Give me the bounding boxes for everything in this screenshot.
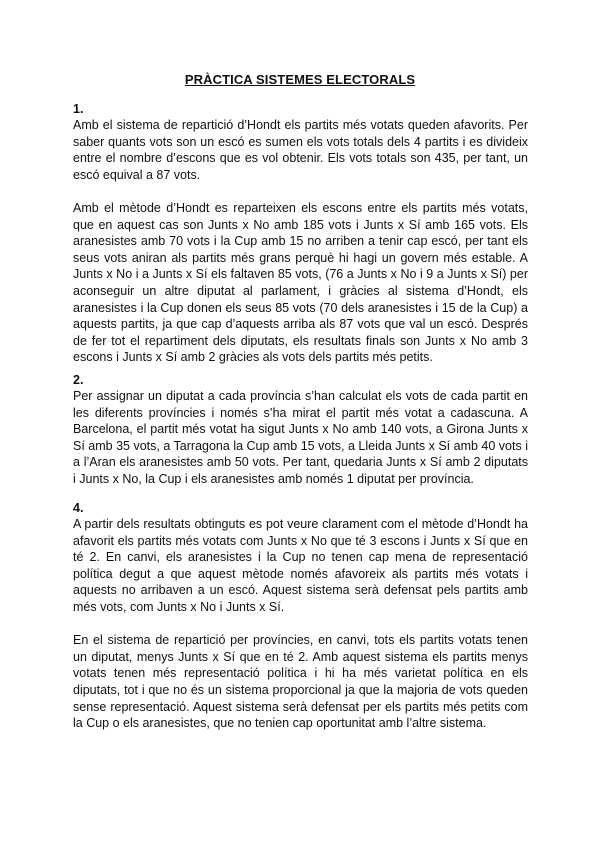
- paragraph: En el sistema de repartició per províncies, en canvi, tots els partits votats tenen un diputat, menys Junts x Sí que en té 2. Amb aquest sistema els partits menys votats tenen més representació política i hi ha més varietat política en els diputats, tot i que no és un sistema proporcional ja que la majoria de vots queden sense representació. Aquest sistema serà defensat per els partits més petits com la Cup o els aranesistes, que no tenien cap oportunitat amb l’altre sistema.: [73, 633, 528, 731]
- document-title: PRÀCTICA SISTEMES ELECTORALS: [184, 72, 416, 87]
- section-heading: 4.: [73, 501, 84, 515]
- section-2: [73, 372, 528, 488]
- paragraph: Amb el mètode d’Hondt es reparteixen els escons entre els partits més votats, que en aquest cas son Junts x No amb 185 vots i Junts x Sí amb 165 vots. Els aranesistes amb 70 vots i la Cup amb 15 no arriben a tenir cap escó, per tant els seus vots aniran als partits més grans perquè hi hagi un govern més estable. A Junts x No i a Junts x Sí els faltaven 85 vots, (76 a Junts x No i 9 a Junts x Sí) per aconseguir un altre diputat al parlament, i gràcies al sistema d’Hondt, els aranesistes i la Cup donen els seus 85 vots (70 dels aranesistes i 15 de la Cup) a aquests partits, ja que cap d’aquests arriba als 87 vots que val un escó. Després de fer tot el repartiment dels diputats, els resultats finals son Junts x No amb 3 escons i Junts x Sí amb 2 gràcies als vots dels partits més petits.: [73, 200, 528, 365]
- paragraph-gap: [73, 616, 528, 633]
- paragraph: Per assignar un diputat a cada província s’han calculat els vots de cada partit en les diferents províncies i només s’ha mirat el partit més votat a cadascuna. A Barcelona, el partit més votat ha sigut Junts x No amb 140 vots, a Girona Junts x Sí amb 35 vots, a Tarragona la Cup amb 15 vots, a Lleida Junts x Sí amb 40 vots i a l’Aran els aranesistes amb 50 vots. Per tant, quedaria Junts x Sí amb 2 diputats i Junts x No, la Cup i els aranesistes amb només 1 diputat per província.: [73, 389, 528, 486]
- section-heading: 2.: [73, 373, 84, 387]
- section-1: [73, 101, 528, 366]
- paragraph: Amb el sistema de repartició d’Hondt els partits més votats queden afavorits. Per saber quants vots son un escó es sumen els vots totals dels 4 partits i es divideix entre el nombre d’escons que es vol obtenir. Els vots totals son 435, per tant, un escó equival a 87 vots.: [73, 118, 528, 182]
- section-heading: 1.: [73, 102, 84, 116]
- section-4: [73, 500, 528, 732]
- paragraph-gap: [73, 183, 528, 200]
- paragraph: A partir dels resultats obtinguts es pot veure clarament com el mètode d’Hondt ha afavorit els partits més votats com Junts x No que té 3 escons i Junts x Sí que en té 2. En canvi, els aranesistes i la Cup no tenen cap mena de representació política degut a que aquest mètode només afavoreix als partits més votats i aquests no arribaven a un escó. Aquest sistema serà defensat pels partits amb més vots, com Junts x No i Junts x Sí.: [73, 517, 528, 614]
